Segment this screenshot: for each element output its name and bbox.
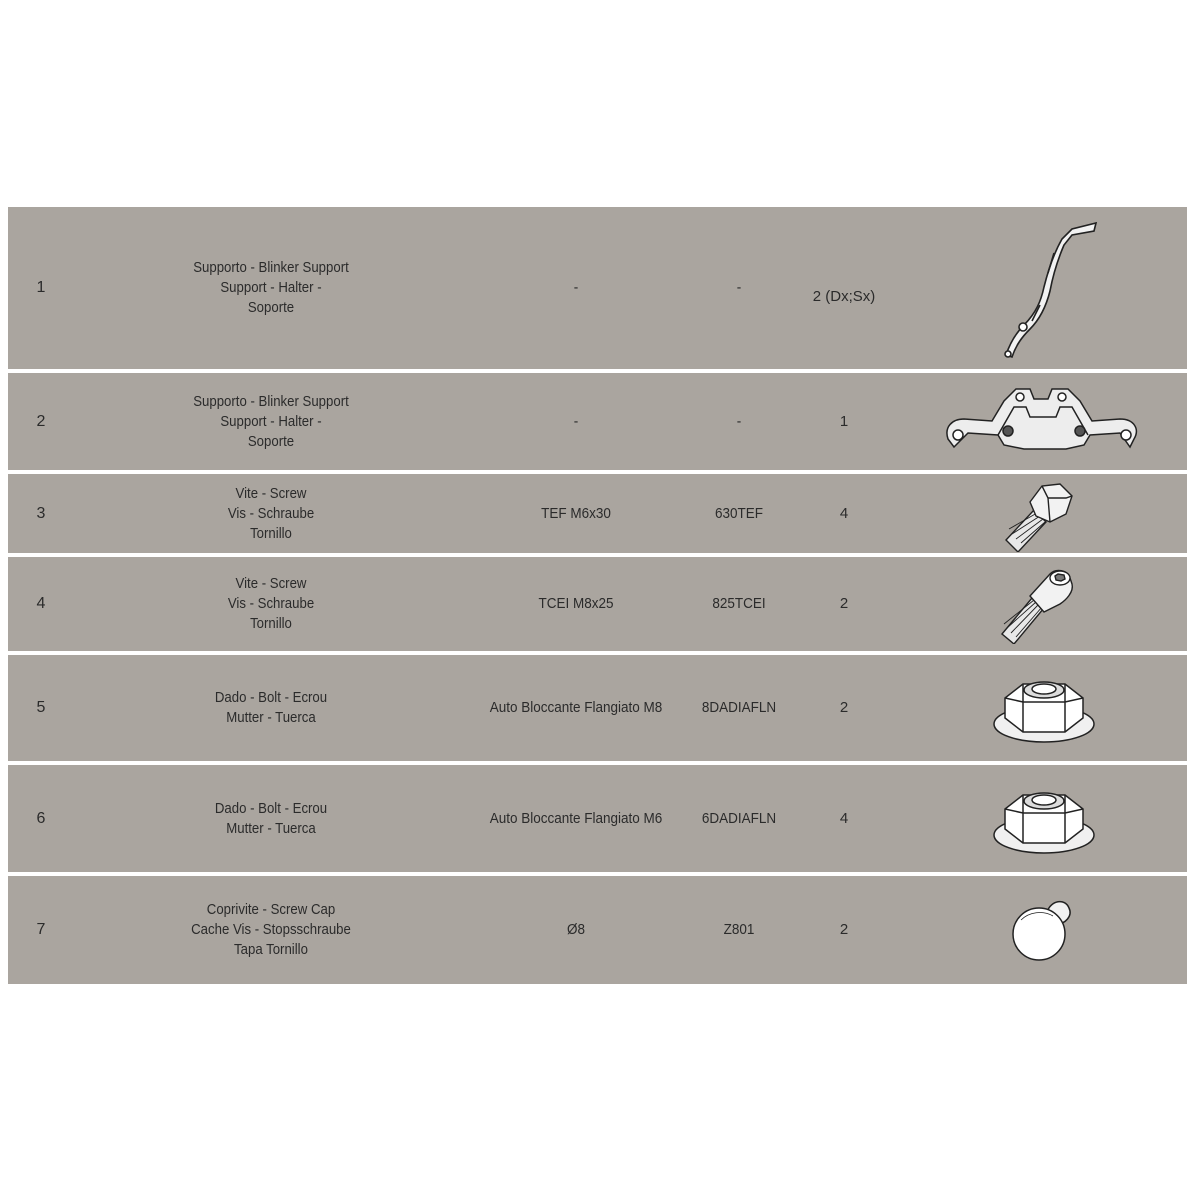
item-quantity: 4	[839, 504, 849, 522]
description-line: Soporte	[247, 299, 295, 316]
flange-nut-icon	[924, 765, 1164, 872]
item-number: 1	[36, 279, 46, 296]
item-code: 630TEF	[714, 504, 764, 522]
item-number: 7	[36, 921, 46, 938]
item-description	[172, 876, 371, 984]
item-spec: TEF M6x30	[541, 504, 611, 522]
item-spec: Ø8	[566, 921, 585, 938]
item-description	[172, 474, 371, 553]
item-description	[172, 207, 371, 369]
description-line: Mutter - Tuerca	[226, 819, 316, 837]
item-number: 4	[36, 595, 46, 612]
description-line: Vite - Screw	[235, 484, 307, 502]
description-line: Support - Halter -	[220, 279, 322, 296]
item-code: 825TCEI	[712, 595, 766, 612]
description-line: Supporto - Blinker Support	[193, 259, 349, 276]
item-code: 8DADIAFLN	[701, 699, 777, 716]
table-row	[8, 207, 1187, 369]
description-line: Cache Vis - Stopsschraube	[191, 921, 351, 938]
socket-screw-icon	[924, 557, 1164, 651]
description-line: Mutter - Tuerca	[226, 709, 316, 726]
item-number: 5	[36, 699, 46, 716]
item-description	[172, 765, 371, 872]
item-description	[172, 655, 371, 761]
item-number: 2	[36, 412, 46, 430]
description-line: Tapa Tornillo	[234, 941, 308, 958]
bracket-plate-icon	[924, 373, 1164, 470]
parts-table	[8, 207, 1187, 988]
item-spec: Auto Bloccante Flangiato M6	[489, 809, 663, 827]
description-line: Coprivite - Screw Cap	[206, 901, 336, 918]
description-line: Dado - Bolt - Ecrou	[214, 799, 328, 817]
item-quantity: 2	[839, 921, 849, 938]
item-quantity: 2	[839, 595, 849, 612]
description-line: Supporto - Blinker Support	[193, 392, 349, 410]
table-row	[8, 373, 1187, 470]
item-description	[172, 557, 371, 651]
item-code: 6DADIAFLN	[701, 809, 777, 827]
item-spec: -	[573, 412, 579, 430]
hex-bolt-icon	[924, 474, 1164, 553]
flange-nut-icon	[924, 655, 1164, 761]
item-description	[172, 373, 371, 470]
item-number: 3	[36, 504, 46, 522]
description-line: Vis - Schraube	[227, 595, 315, 612]
item-spec: -	[573, 279, 579, 296]
description-line: Dado - Bolt - Ecrou	[214, 689, 328, 706]
item-code: -	[736, 412, 742, 430]
table-row	[8, 876, 1187, 984]
item-code: Z801	[723, 921, 755, 938]
screw-cap-icon	[924, 876, 1164, 984]
item-quantity: 2 (Dx;Sx)	[812, 288, 876, 305]
item-spec: Auto Bloccante Flangiato M8	[489, 699, 663, 716]
table-row	[8, 765, 1187, 872]
item-quantity: 4	[839, 809, 849, 827]
description-line: Tornillo	[250, 524, 292, 542]
table-row	[8, 557, 1187, 651]
description-line: Tornillo	[250, 615, 292, 632]
item-quantity: 2	[839, 699, 849, 716]
item-quantity: 1	[839, 412, 849, 430]
blinker-rod-icon	[924, 207, 1164, 369]
item-spec: TCEI M8x25	[538, 595, 614, 612]
description-line: Vis - Schraube	[227, 504, 315, 522]
table-row	[8, 474, 1187, 553]
item-number: 6	[36, 809, 46, 827]
description-line: Vite - Screw	[235, 575, 307, 592]
table-row	[8, 655, 1187, 761]
description-line: Support - Halter -	[220, 412, 322, 430]
item-code: -	[736, 279, 742, 296]
description-line: Soporte	[247, 432, 295, 450]
